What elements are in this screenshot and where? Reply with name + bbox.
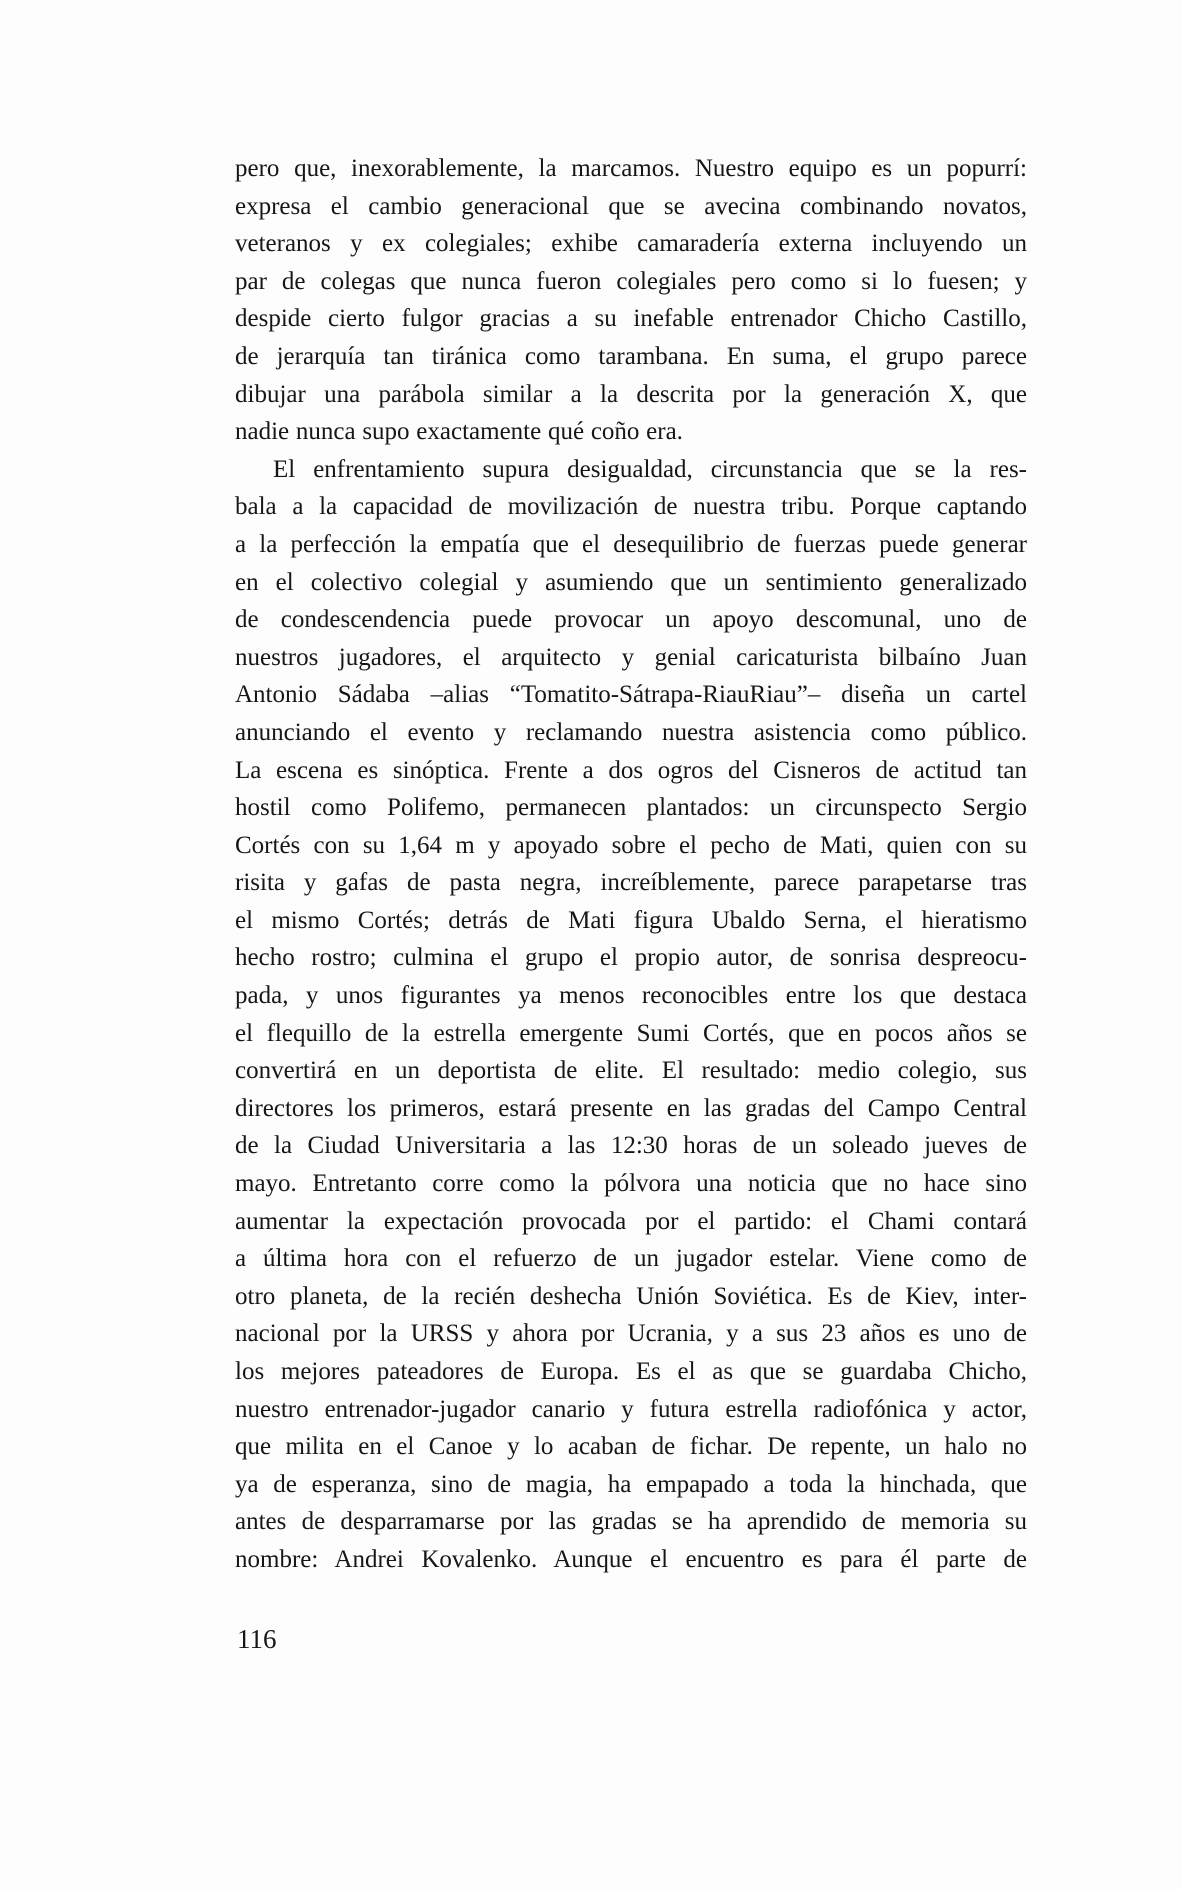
text-line: de condescendencia puede provocar un apoyo descomunal, uno de (235, 606, 1027, 634)
paragraph-1 (235, 150, 1027, 451)
text-line: nuestros jugadores, el arquitecto y genial caricaturista bilbaíno Juan (235, 643, 1027, 671)
text-line: hecho rostro; culmina el grupo el propio autor, de sonrisa despreocu- (235, 944, 1027, 972)
text-line: nuestro entrenador-jugador canario y futura estrella radiofónica y actor, (235, 1395, 1027, 1423)
text-line: el mismo Cortés; detrás de Mati figura Ubaldo Serna, el hieratismo (235, 906, 1027, 934)
text-line: a última hora con el refuerzo de un jugador estelar. Viene como de (235, 1245, 1027, 1273)
text-line: nacional por la URSS y ahora por Ucrania, y a sus 23 años es uno de (235, 1320, 1027, 1348)
text-line: los mejores pateadores de Europa. Es el as que se guardaba Chicho, (235, 1358, 1027, 1385)
text-line: convertirá en un deportista de elite. El resultado: medio colegio, sus (235, 1057, 1027, 1085)
body-text (235, 150, 1027, 1579)
text-line: dibujar una parábola similar a la descrita por la generación X, que (235, 380, 1027, 408)
text-line: a la perfección la empatía que el desequilibrio de fuerzas puede generar (235, 530, 1027, 558)
text-line: despide cierto fulgor gracias a su inefable entrenador Chicho Castillo, (235, 305, 1027, 333)
text-line: bala a la capacidad de movilización de nuestra tribu. Porque captando (235, 493, 1027, 521)
paragraph-2 (235, 451, 1027, 1579)
text-line: par de colegas que nunca fueron colegiales pero como si lo fuesen; y (235, 267, 1027, 295)
text-line: Cortés con su 1,64 m y apoyado sobre el pecho de Mati, quien con su (235, 831, 1027, 859)
text-line: directores los primeros, estará presente en las gradas del Campo Central (235, 1094, 1027, 1122)
text-line: expresa el cambio generacional que se avecina combinando novatos, (235, 192, 1027, 220)
text-line: el flequillo de la estrella emergente Sumi Cortés, que en pocos años se (235, 1019, 1027, 1047)
text-line: Antonio Sádaba –alias “Tomatito-Sátrapa-RiauRiau”– diseña un cartel (235, 681, 1027, 709)
text-line: de jerarquía tan tiránica como tarambana. En suma, el grupo parece (235, 342, 1027, 370)
text-line: mayo. Entretanto corre como la pólvora una noticia que no hace sino (235, 1170, 1027, 1198)
text-line: El enfrentamiento supura desigualdad, circunstancia que se la res- (273, 455, 1027, 483)
text-line: nombre: Andrei Kovalenko. Aunque el encuentro es para él parte de (235, 1545, 1027, 1573)
text-line: pero que, inexorablemente, la marcamos. Nuestro equipo es un popurrí: (235, 155, 1027, 182)
text-line: hostil como Polifemo, permanecen plantados: un circunspecto Sergio (235, 794, 1027, 822)
text-line: que milita en el Canoe y lo acaban de fichar. De repente, un halo no (235, 1433, 1027, 1461)
text-line: veteranos y ex colegiales; exhibe camaradería externa incluyendo un (235, 230, 1027, 258)
text-line: risita y gafas de pasta negra, increíblemente, parece parapetarse tras (235, 869, 1027, 897)
text-line: anunciando el evento y reclamando nuestra asistencia como público. (235, 718, 1027, 746)
text-line: en el colectivo colegial y asumiendo que un sentimiento generalizado (235, 568, 1027, 596)
text-line: antes de desparramarse por las gradas se ha aprendido de memoria su (235, 1508, 1027, 1536)
text-line: La escena es sinóptica. Frente a dos ogros del Cisneros de actitud tan (235, 756, 1027, 784)
text-line: aumentar la expectación provocada por el partido: el Chami contará (235, 1207, 1027, 1235)
page-number: 116 (237, 1624, 277, 1654)
text-line: ya de esperanza, sino de magia, ha empapado a toda la hinchada, que (235, 1470, 1027, 1498)
text-line: pada, y unos figurantes ya menos reconocibles entre los que destaca (235, 982, 1027, 1010)
text-line: nadie nunca supo exactamente qué coño era. (235, 418, 683, 446)
text-line: otro planeta, de la recién deshecha Unión Soviética. Es de Kiev, inter- (235, 1282, 1027, 1310)
text-line: de la Ciudad Universitaria a las 12:30 horas de un soleado jueves de (235, 1132, 1027, 1160)
